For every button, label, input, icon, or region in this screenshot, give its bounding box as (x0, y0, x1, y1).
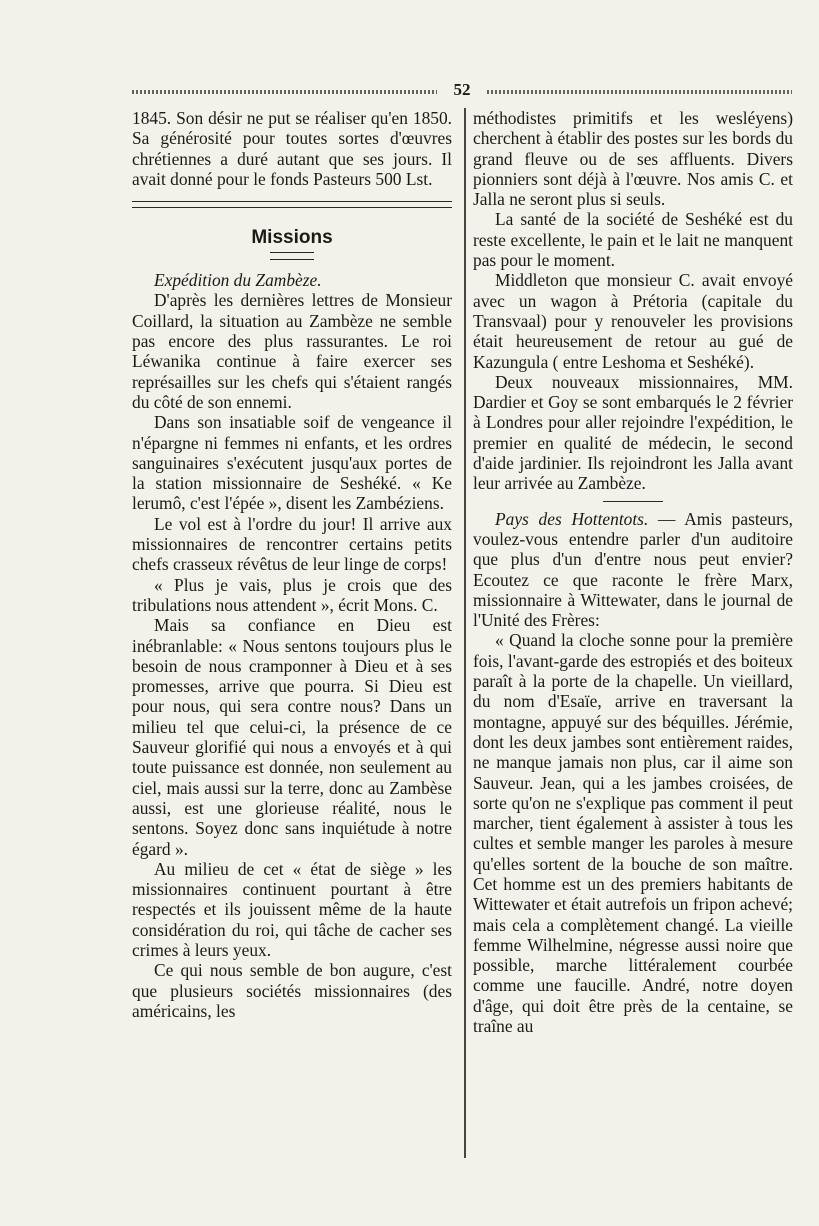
paragraph: Ce qui nous semble de bon augure, c'est que plusieurs sociétés missionnaires (des américains, les (132, 960, 452, 1021)
section-divider (132, 201, 452, 208)
paragraph: 1845. Son désir ne put se réaliser qu'en 1850. Sa générosité pour toutes sortes d'œuvres chrétiennes a duré autant que ses jours. Il avait donné pour le fonds Pasteurs 500 Lst. (132, 108, 452, 189)
paragraph: « Plus je vais, plus je crois que des tribulations nous attendent », écrit Mons. C. (132, 574, 452, 615)
article-separator (603, 501, 663, 502)
page-header (132, 80, 792, 102)
paragraph: Mais sa confiance en Dieu est inébranlable: « Nous sentons toujours plus le besoin de nous cramponner à Dieu et à ses promesses, arrive que pourra. Si Dieu est pour nous, qui sera contre nous? Dans un milieu tel que celui-ci, la présence de ce Sauveur glorifié qui nous a envoyés et à qui toute puissance est donnée, non seulement au ciel, mais aussi sur la terre, donc au Zambèse aussi, est une glorieuse réalité, nous le sentons. Soyez donc sans inquiétude à notre égard ». (132, 615, 452, 859)
title-ornament (270, 252, 314, 260)
page-number: 52 (453, 80, 471, 99)
paragraph: D'après les dernières lettres de Monsieur Coillard, la situation au Zambèze ne semble pas encore des plus rassurantes. Le roi Léwanika continue à faire exercer ses représailles sur les chefs qui s'étaient rangés du côté de son ennemi. (132, 290, 452, 412)
section-title: Missions (251, 227, 333, 249)
right-column (473, 108, 793, 1036)
header-ornament-right (487, 90, 792, 94)
paragraph: La santé de la société de Seshéké est du reste excellente, le pain et le lait ne manquent pas pour le moment. (473, 209, 793, 271)
article-subtitle: Expédition du Zambèze. (154, 270, 322, 291)
column-divider (464, 108, 466, 1158)
left-column (132, 108, 452, 1021)
article-subtitle: Pays des Hottentots. (495, 508, 649, 529)
paragraph: Dans son insatiable soif de vengeance il n'épargne ni femmes ni enfants, et les ordres sanguinaires s'exécutent jusqu'aux portes de la station missionnaire de Seshéké. « Ke lerumô, c'est l'épée », disent les Zambéziens. (132, 412, 452, 514)
paragraph: méthodistes primitifs et les wesléyens) cherchent à établir des postes sur les bords du grand fleuve ou de ses affluents. Divers pionniers sont déjà à l'œuvre. Nos amis C. et Jalla ne seront plus si seuls. (473, 108, 793, 210)
paragraph: Au milieu de cet « état de siège » les missionnaires continuent pourtant à être respectés et ils jouissent même de la haute considération du roi, qui tâche de cacher ses crimes à leurs yeux. (132, 858, 452, 960)
header-ornament-left (132, 90, 437, 94)
paragraph: Le vol est à l'ordre du jour! Il arrive aux missionnaires de rencontrer certains petits chefs crasseux révêtus de leur linge de corps! (132, 513, 452, 575)
paragraph: Deux nouveaux missionnaires, MM. Dardier et Goy se sont embarqués le 2 février à Londres pour aller rejoindre l'expédition, le premier en qualité de médecin, le second d'aide jardinier. Ils rejoindront les Jalla avant leur arrivée au Zambèze. (473, 371, 793, 494)
paragraph-text: — Amis pasteurs, voulez-vous entendre parler d'un auditoire que plus d'un d'entre nous peut envier? Ecoutez ce que raconte le frère Marx, missionnaire à Wittewater, dans le journal de l'Unité des Frères: (473, 508, 793, 631)
paragraph: Middleton que monsieur C. avait envoyé avec un wagon à Prétoria (capitale du Transvaal) pour y renouveler les provisions était heureusement de retour au gué de Kazungula ( entre Leshoma et Seshéké). (473, 270, 793, 372)
paragraph: « Quand la cloche sonne pour la première fois, l'avant-garde des estropiés et des boiteux paraît à la porte de la chapelle. Un vieillard, du nom d'Esaïe, arrive en traversant la montagne, appuyé sur des béquilles. Jérémie, dont les deux jambes sont entièrement raides, ne manque jamais non plus, car il aime son Sauveur. Jean, qui a les jambes croisées, de sorte qu'on ne s'explique pas comment il peut marcher, tient également à assister à tous les cultes et semble manger les paroles à mesure qu'elles sortent de la bouche de son maître. Cet homme est un des premiers habitants de Wittewater et était autrefois un fripon achevé; mais cela a complètement changé. La vieille femme Wilhelmine, négresse aussi noire que possible, marche littéralement courbée comme une faucille. André, notre doyen d'âge, qui doit être près de la centaine, se traîne au (473, 630, 793, 1037)
paragraph (473, 509, 793, 631)
